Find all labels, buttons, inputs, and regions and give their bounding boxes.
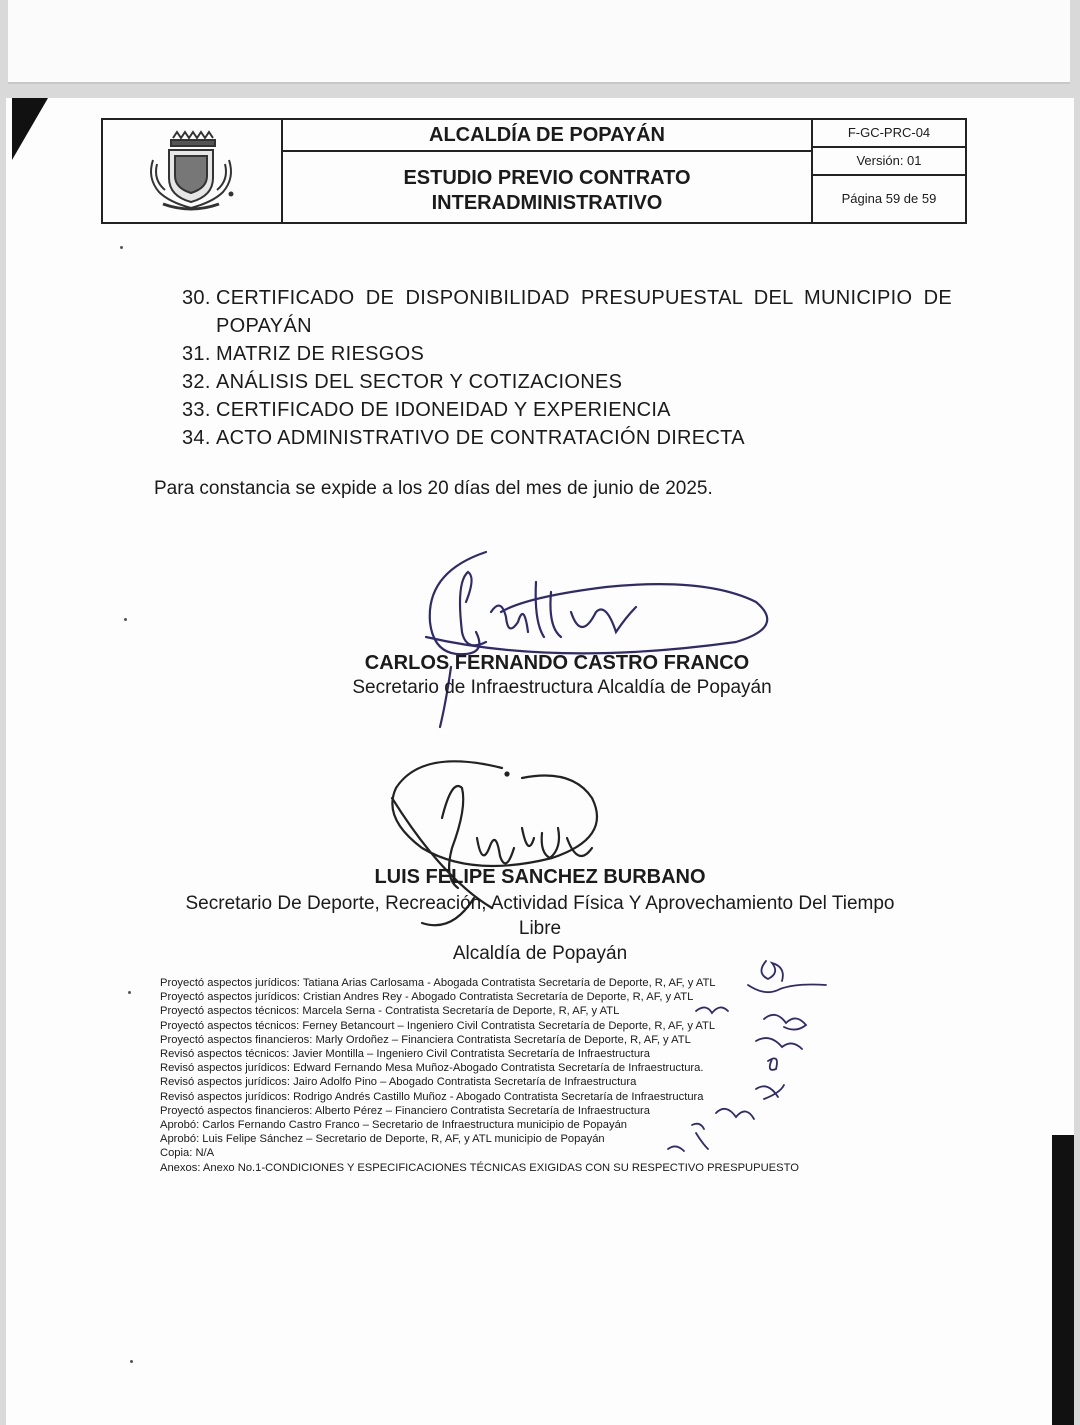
scan-speck <box>128 991 131 994</box>
credit-line: Aprobó: Luis Felipe Sánchez – Secretario de Deporte, R, AF, y ATL municipio de Popayán <box>160 1133 605 1146</box>
list-item-text: ANÁLISIS DEL SECTOR Y COTIZACIONES <box>216 371 623 393</box>
logo-cell <box>103 120 283 222</box>
document-page <box>6 98 1074 1425</box>
credit-line: Revisó aspectos jurídicos: Rodrigo Andrés Castillo Muñoz - Abogado Contratista Secretaría de Infraestructura <box>160 1090 704 1103</box>
credit-line: Proyectó aspectos jurídicos: Cristian Andres Rey - Abogado Contratista Secretaría de Deporte, R, AF, y ATL <box>160 991 694 1004</box>
scan-corner-mark <box>12 98 48 160</box>
previous-page-edge <box>8 0 1070 84</box>
scan-edge-shadow <box>1052 1135 1074 1425</box>
credit-line: Revisó aspectos jurídicos: Edward Fernando Mesa Muñoz-Abogado Contratista Secretaría de Infraestructura. <box>160 1062 704 1075</box>
reviewer-initials-handwritten <box>656 953 836 1153</box>
credit-line: Anexos: Anexo No.1-CONDICIONES Y ESPECIFICACIONES TÉCNICAS EXIGIDAS CON SU RESPECTIVO PRESPUPUESTO <box>160 1161 799 1174</box>
document-header <box>101 118 967 224</box>
list-item-text: CERTIFICADO DE DISPONIBILIDAD PRESUPUESTAL DEL MUNICIPIO DE POPAYÁN <box>216 287 952 337</box>
list-item <box>182 368 952 396</box>
list-item-number: 32. <box>182 371 211 393</box>
credit-line: Revisó aspectos jurídicos: Jairo Adolfo Pino – Abogado Contratista Secretaría de Infraestructura <box>160 1076 637 1089</box>
document-version: Versión: 01 <box>813 148 965 176</box>
list-item-text: MATRIZ DE RIESGOS <box>216 343 425 365</box>
credit-line: Revisó aspectos técnicos: Javier Montilla – Ingeniero Civil Contratista Secretaría de Infraestructura <box>160 1048 650 1061</box>
list-item-number: 33. <box>182 399 211 421</box>
organization-name: ALCALDÍA DE POPAYÁN <box>283 120 811 152</box>
list-item-number: 30. <box>182 287 211 309</box>
credit-line: Proyectó aspectos financieros: Alberto Pérez – Financiero Contratista Secretaría de Infraestructura <box>160 1104 651 1117</box>
document-code: F-GC-PRC-04 <box>813 120 965 148</box>
credit-line: Proyectó aspectos técnicos: Ferney Betancourt – Ingeniero Civil Contratista Secretaría de Deporte, R, AF, y ATL <box>160 1019 716 1032</box>
scan-speck <box>120 246 123 249</box>
signatory-2-name: LUIS FELIPE SANCHEZ BURBANO <box>374 866 706 888</box>
signatory-2-role-line3: Alcaldía de Popayán <box>452 943 628 964</box>
scan-speck <box>124 618 127 621</box>
signatory-1 <box>6 652 1074 700</box>
credit-line: Proyectó aspectos jurídicos: Tatiana Arias Carlosama - Abogada Contratista Secretaría de Deporte, R, AF, y ATL <box>160 977 716 989</box>
document-title-line1: ESTUDIO PREVIO CONTRATO <box>403 167 691 189</box>
credit-line: Proyectó aspectos técnicos: Marcela Serna - Contratista Secretaría de Deporte, R, AF, y ATL <box>160 1005 620 1018</box>
annex-list <box>182 284 952 452</box>
signatory-1-name: CARLOS FERNANDO CASTRO FRANCO <box>364 652 750 674</box>
signatory-1-role: Secretario de Infraestructura Alcaldía de Popayán <box>352 677 772 698</box>
constancia-statement: Para constancia se expide a los 20 días del mes de junio de 2025. <box>154 478 713 499</box>
list-item-text: ACTO ADMINISTRATIVO DE CONTRATACIÓN DIRECTA <box>216 427 745 449</box>
list-item <box>182 340 952 368</box>
municipal-coat-of-arms-icon <box>143 130 239 214</box>
signatory-2-role-line2: Libre <box>518 918 562 939</box>
credit-line: Copia: N/A <box>160 1147 215 1160</box>
meta-cell <box>813 120 965 222</box>
list-item <box>182 284 952 340</box>
title-cell <box>283 120 813 222</box>
credit-line: Proyectó aspectos financieros: Marly Ordoñez – Financiera Contratista Secretaría de Deporte, R, AF, y ATL <box>160 1033 691 1046</box>
page-number: Página 59 de 59 <box>841 191 937 206</box>
document-title <box>283 166 811 216</box>
list-item <box>182 396 952 424</box>
signatory-2-role-line1: Secretario De Deporte, Recreación, Actividad Física Y Aprovechamiento Del Tiempo <box>185 893 895 914</box>
signature-1-handwritten <box>406 542 806 732</box>
list-item <box>182 424 952 452</box>
signatory-2 <box>6 866 1074 966</box>
list-item-number: 31. <box>182 343 211 365</box>
list-item-text: CERTIFICADO DE IDONEIDAD Y EXPERIENCIA <box>216 399 671 421</box>
document-title-line2: INTERADMINISTRATIVO <box>431 192 663 214</box>
scan-speck <box>130 1360 133 1363</box>
credit-line: Aprobó: Carlos Fernando Castro Franco – Secretario de Infraestructura municipio de Popayán <box>160 1119 628 1132</box>
list-item-number: 34. <box>182 427 211 449</box>
